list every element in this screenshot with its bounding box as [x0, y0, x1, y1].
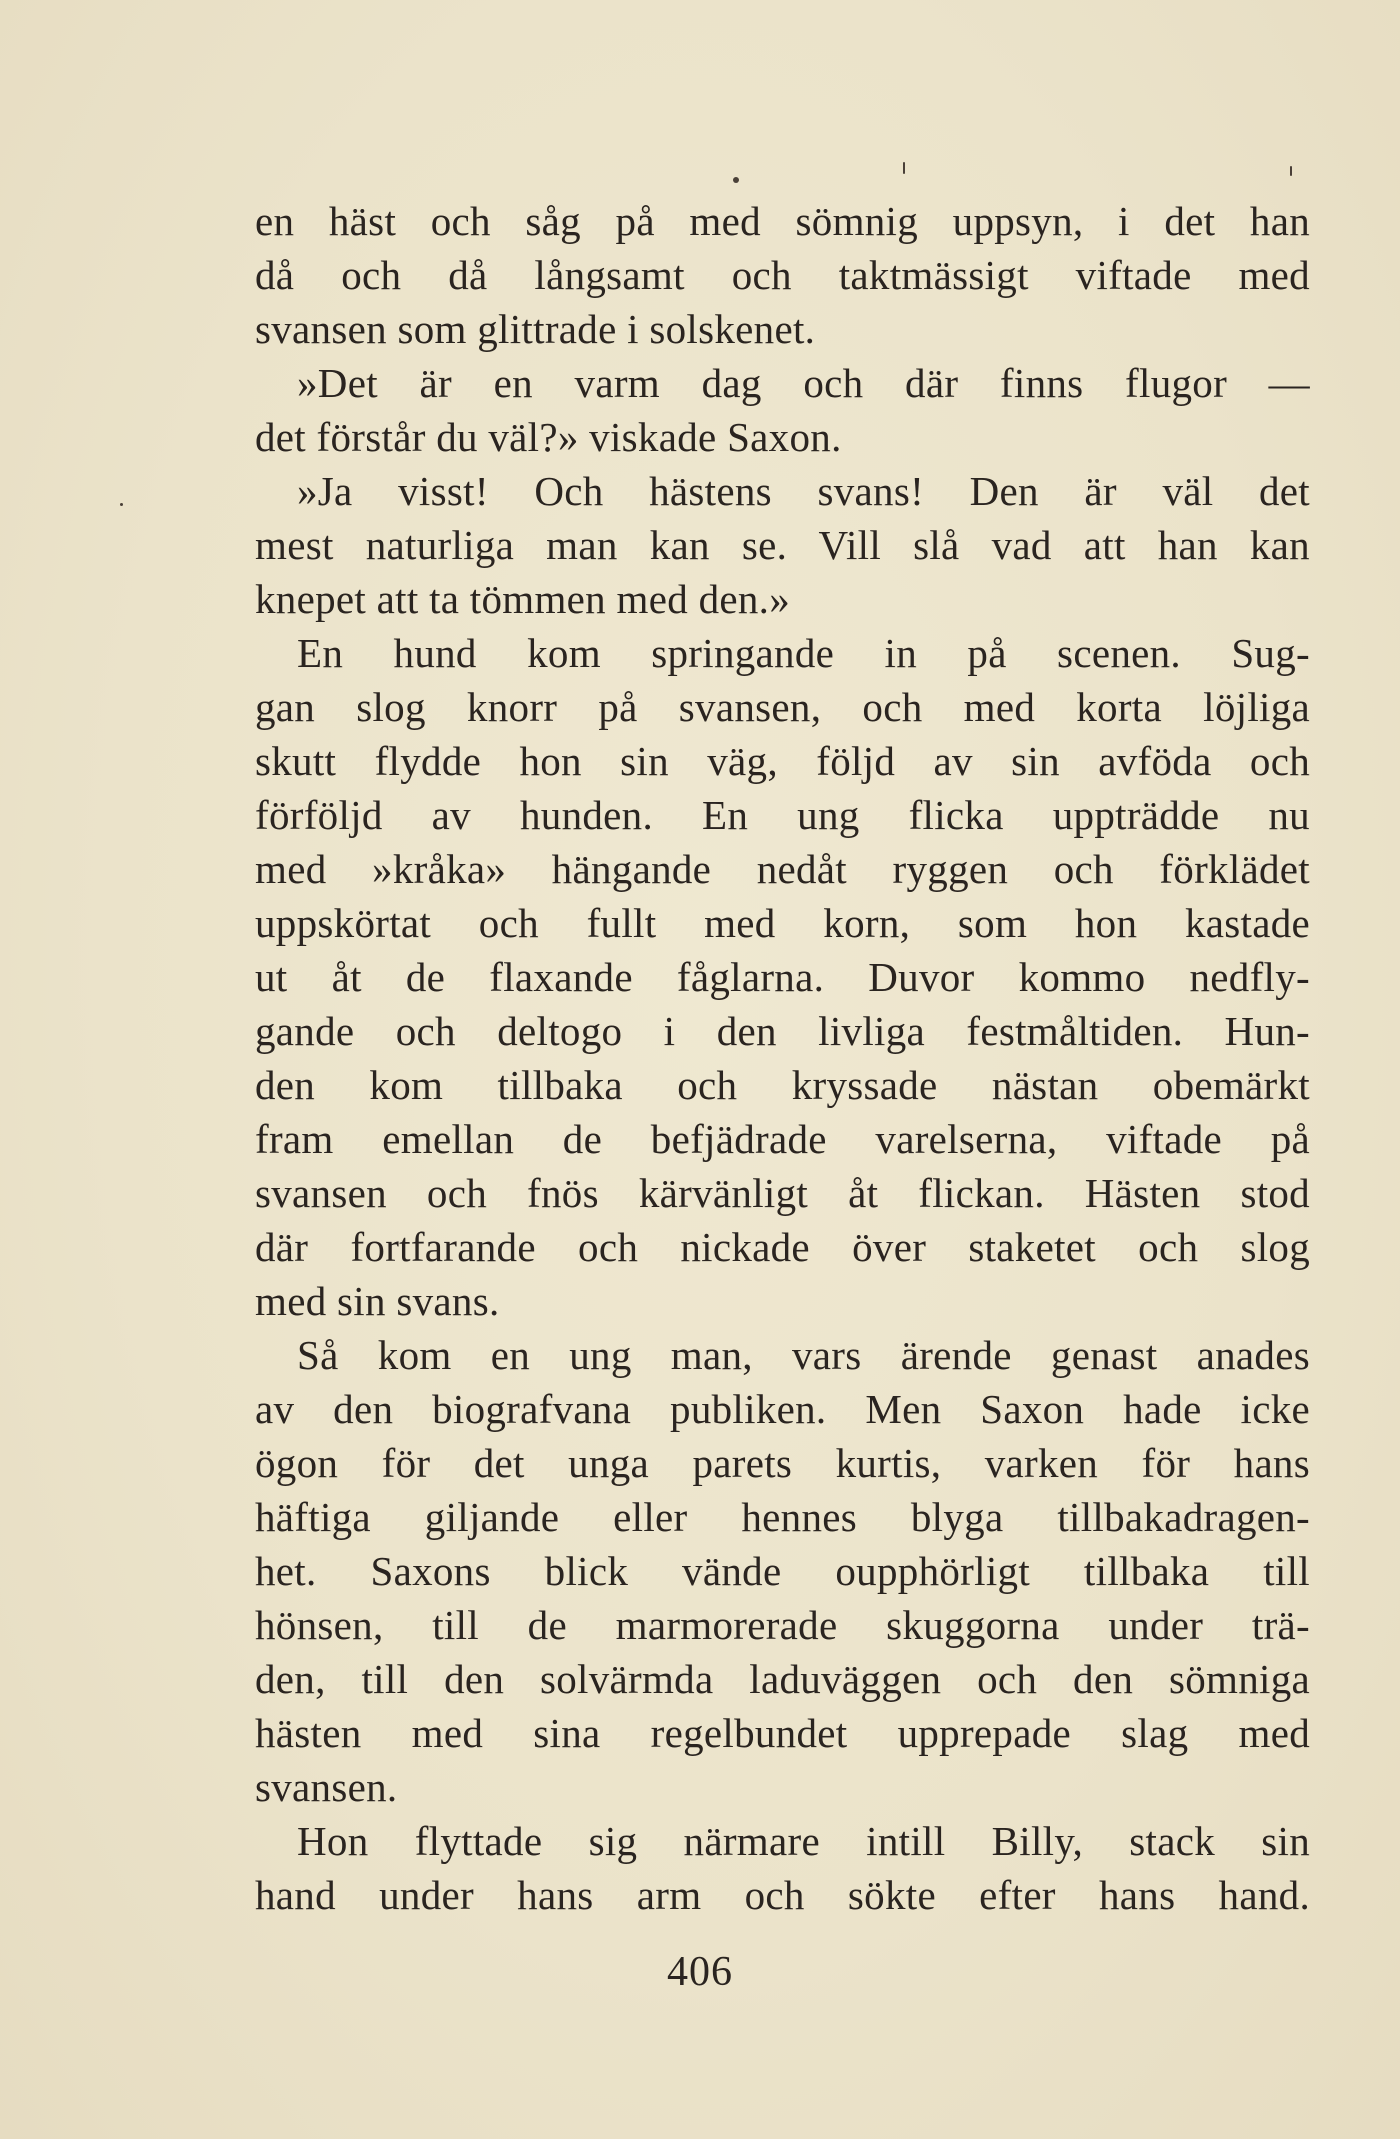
text-line: hästen med sina regelbundet upprepade slag med	[255, 1710, 1310, 1756]
text-line: »Ja visst! Och hästens svans! Den är väl det	[297, 468, 1310, 514]
page-number: 406	[667, 1949, 733, 1995]
text-line: knepet att ta tömmen med den.»	[255, 576, 791, 622]
text-line: svansen.	[255, 1764, 398, 1810]
text-line: den kom tillbaka och kryssade nästan obemärkt	[255, 1062, 1310, 1108]
text-line: av den biografvana publiken. Men Saxon hade icke	[255, 1386, 1310, 1432]
text-line: hand under hans arm och sökte efter hans hand.	[255, 1872, 1310, 1918]
text-line: gande och deltogo i den livliga festmåltiden. Hun-	[255, 1008, 1310, 1054]
text-line: den, till den solvärmda laduväggen och den sömniga	[255, 1656, 1310, 1702]
text-line: »Det är en varm dag och där finns flugor —	[297, 360, 1310, 406]
text-line: het. Saxons blick vände oupphörligt tillbaka till	[255, 1548, 1310, 1594]
text-line: Hon flyttade sig närmare intill Billy, stack sin	[297, 1818, 1310, 1864]
body-text	[255, 194, 1310, 1922]
ink-speck	[733, 177, 739, 183]
text-line: gan slog knorr på svansen, och med korta löjliga	[255, 684, 1310, 730]
text-line: en häst och såg på med sömnig uppsyn, i det han	[255, 198, 1310, 244]
ink-speck	[1290, 166, 1292, 176]
text-line: skutt flydde hon sin väg, följd av sin avföda och	[255, 738, 1310, 784]
text-line: svansen som glittrade i solskenet.	[255, 306, 816, 352]
text-line: förföljd av hunden. En ung flicka uppträdde nu	[255, 792, 1310, 838]
text-line: Så kom en ung man, vars ärende genast anades	[297, 1332, 1310, 1378]
text-line: med sin svans.	[255, 1278, 500, 1324]
text-line: hönsen, till de marmorerade skuggorna under trä-	[255, 1602, 1310, 1648]
text-line: då och då långsamt och taktmässigt viftade med	[255, 252, 1310, 298]
text-line: ögon för det unga parets kurtis, varken för hans	[255, 1440, 1310, 1486]
text-line: där fortfarande och nickade över staketet och slog	[255, 1224, 1310, 1270]
text-line: häftiga giljande eller hennes blyga tillbakadragen-	[255, 1494, 1310, 1540]
text-line: uppskörtat och fullt med korn, som hon kastade	[255, 900, 1310, 946]
text-line: det förstår du väl?» viskade Saxon.	[255, 414, 842, 460]
ink-speck	[903, 162, 905, 174]
text-line: En hund kom springande in på scenen. Sug-	[297, 630, 1310, 676]
ink-speck	[120, 503, 123, 506]
text-line: svansen och fnös kärvänligt åt flickan. Hästen stod	[255, 1170, 1310, 1216]
text-line: mest naturliga man kan se. Vill slå vad att han kan	[255, 522, 1310, 568]
text-line: ut åt de flaxande fåglarna. Duvor kommo nedfly-	[255, 954, 1310, 1000]
text-line: med »kråka» hängande nedåt ryggen och förklädet	[255, 846, 1310, 892]
text-line: fram emellan de befjädrade varelserna, viftade på	[255, 1116, 1310, 1162]
